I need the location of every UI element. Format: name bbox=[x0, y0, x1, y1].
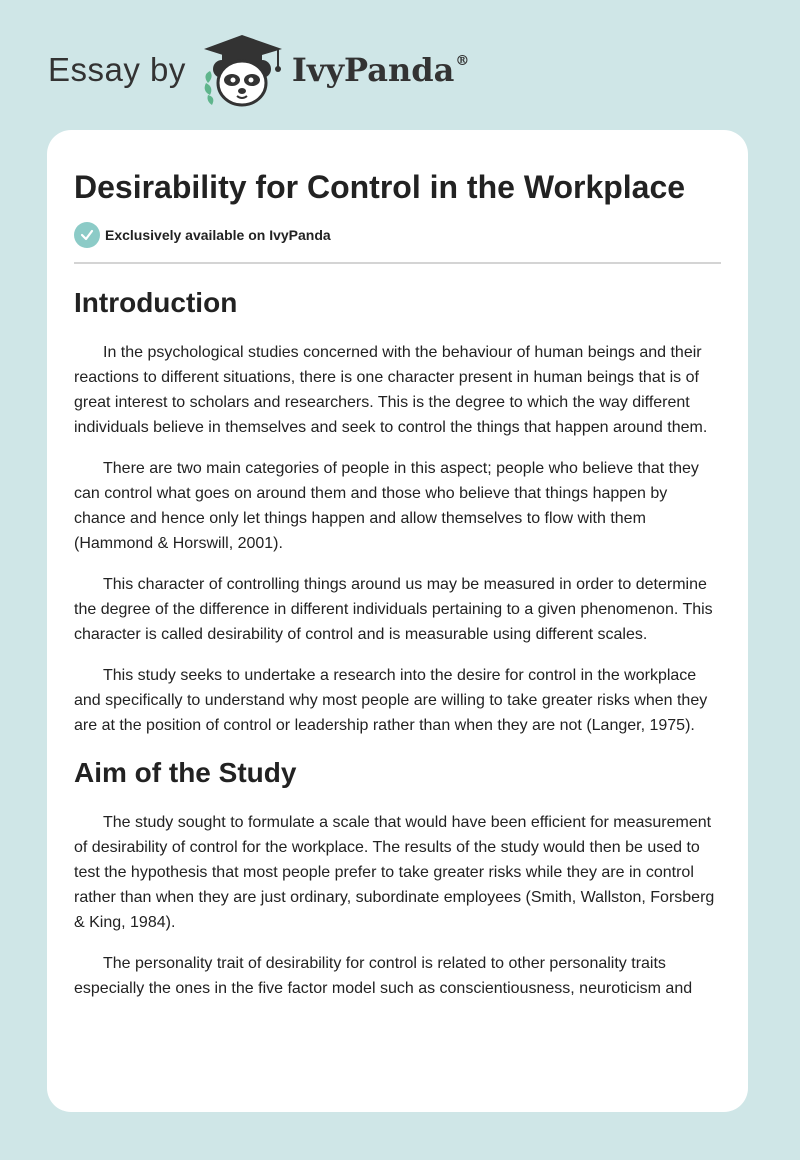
page-title: Desirability for Control in the Workplace bbox=[74, 169, 686, 205]
ivypanda-logo[interactable] bbox=[200, 31, 469, 109]
essay-card bbox=[47, 130, 748, 1112]
paragraph: The study sought to formulate a scale that would have been efficient for measurement of desirability of control for the workplace. The results of the study would then be used to test the hypothesis that most people prefer to take greater risks while they are in control rather than when they are just ordinary, subordinate employees (Smith, Wallston, Forsberg & King, 1984). bbox=[74, 813, 715, 931]
exclusive-label: Exclusively available on IvyPanda bbox=[105, 227, 331, 244]
exclusive-banner bbox=[74, 222, 721, 264]
paragraph: This character of controlling things around us may be measured in order to determine the degree of the difference in different individuals pertaining to a given phenomenon. This character is called desirability of control and is measurable using different scales. bbox=[74, 575, 713, 643]
essay-by-label: Essay by bbox=[48, 51, 186, 88]
section-heading-aim: Aim of the Study bbox=[74, 756, 297, 788]
brand-name: IvyPanda® bbox=[291, 51, 470, 89]
site-header bbox=[48, 30, 469, 110]
paragraph: The personality trait of desirability for control is related to other personality traits especially the ones in the five factor model such as conscientiousness, neuroticism and bbox=[74, 954, 693, 997]
paragraph: In the psychological studies concerned with the behaviour of human beings and their reactions to different situations, there is one character present in human beings that is of great interest to scholars and researchers. This is the degree to which the way different individuals believe in themselves and seek to control the things that happen around them. bbox=[74, 343, 708, 436]
registered-mark: ® bbox=[455, 53, 470, 70]
check-icon bbox=[74, 222, 100, 248]
paragraph: There are two main categories of people in this aspect; people who believe that they can control what goes on around them and those who believe that things happen by chance and hence only let things happen and allow themselves to flow with them (Hammond & Horswill, 2001). bbox=[74, 459, 699, 552]
paragraph: This study seeks to undertake a research into the desire for control in the workplace and specifically to understand why most people are willing to take greater risks when they are at the position of control or leadership rather than when they are not (Langer, 1975). bbox=[74, 666, 708, 734]
panda-logo-icon bbox=[200, 31, 286, 109]
section-heading-introduction: Introduction bbox=[74, 287, 238, 319]
